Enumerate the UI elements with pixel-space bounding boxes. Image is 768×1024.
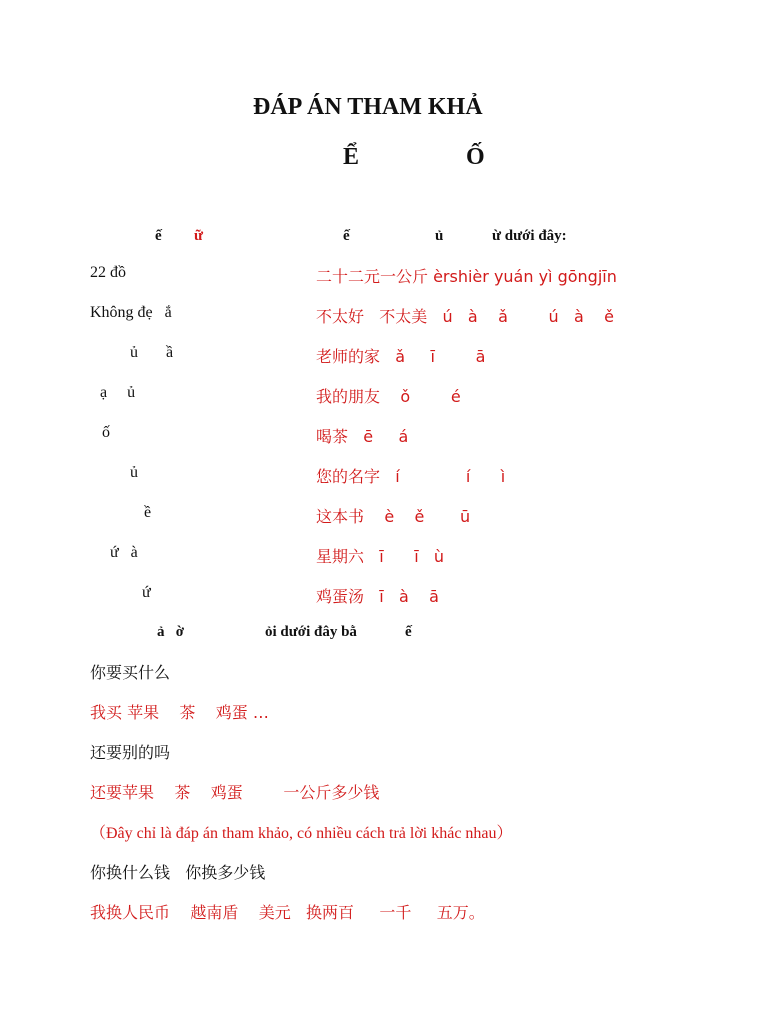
heading-fragment: ế xyxy=(343,228,350,244)
heading-fragment: ả ờ xyxy=(157,624,185,640)
subtitle-left: Ể xyxy=(343,144,360,170)
subtitle-right: Ố xyxy=(466,144,485,170)
heading-fragment: ừ dưới đây: xyxy=(492,228,567,244)
dialogue-line: 你换什么钱 你换多少钱 xyxy=(90,863,266,882)
row-answer: 二十二元一公斤 èrshièr yuán yì gōngjīn xyxy=(316,267,617,286)
row-vietnamese: ủ ầ xyxy=(130,344,174,361)
dialogue-line: 还要别的吗 xyxy=(90,743,171,762)
row-answer: 我的朋友 ǒ é xyxy=(316,387,461,406)
heading-fragment: ỏi dưới đây bằ xyxy=(265,624,357,640)
row-answer: 您的名字 í í ì xyxy=(316,467,506,486)
row-vietnamese: ề xyxy=(144,504,152,521)
heading-fragment: ế xyxy=(155,228,162,244)
row-vietnamese: ạ ủ xyxy=(100,384,136,401)
row-vietnamese: ố xyxy=(102,424,110,441)
row-answer: 鸡蛋汤 ī à ā xyxy=(316,587,439,606)
row-answer: 不太好 不太美 ú à ǎ ú à ě xyxy=(316,307,614,326)
row-answer: 喝茶 ē á xyxy=(316,427,409,446)
heading-fragment: ủ xyxy=(435,228,444,244)
row-vietnamese: Không đẹ ắ xyxy=(90,304,172,321)
page-title: ĐÁP ÁN THAM KHẢ xyxy=(253,94,483,120)
reference-note: （Đây chỉ là đáp án tham khảo, có nhiều cách trả lời khác nhau） xyxy=(90,825,513,842)
dialogue-line-answer: 我买 苹果 茶 鸡蛋 … xyxy=(90,703,269,722)
row-vietnamese: ứ xyxy=(142,584,151,601)
row-answer: 老师的家 ǎ ī ā xyxy=(316,347,486,366)
row-answer: 星期六 ī ī ù xyxy=(316,547,445,566)
dialogue-line-answer: 还要苹果 茶 鸡蛋 一公斤多少钱 xyxy=(90,783,380,802)
row-vietnamese: ứ à xyxy=(110,544,138,561)
row-answer: 这本书 è ě ū xyxy=(316,507,471,526)
heading-fragment: ế xyxy=(405,624,412,640)
row-vietnamese: 22 đồ xyxy=(90,264,126,281)
dialogue-line-answer: 我换人民币 越南盾 美元 换两百 一千 五万。 xyxy=(90,903,485,922)
heading-fragment-red: ữ xyxy=(194,228,204,244)
dialogue-line: 你要买什么 xyxy=(90,663,171,682)
row-vietnamese: ủ xyxy=(130,464,138,481)
